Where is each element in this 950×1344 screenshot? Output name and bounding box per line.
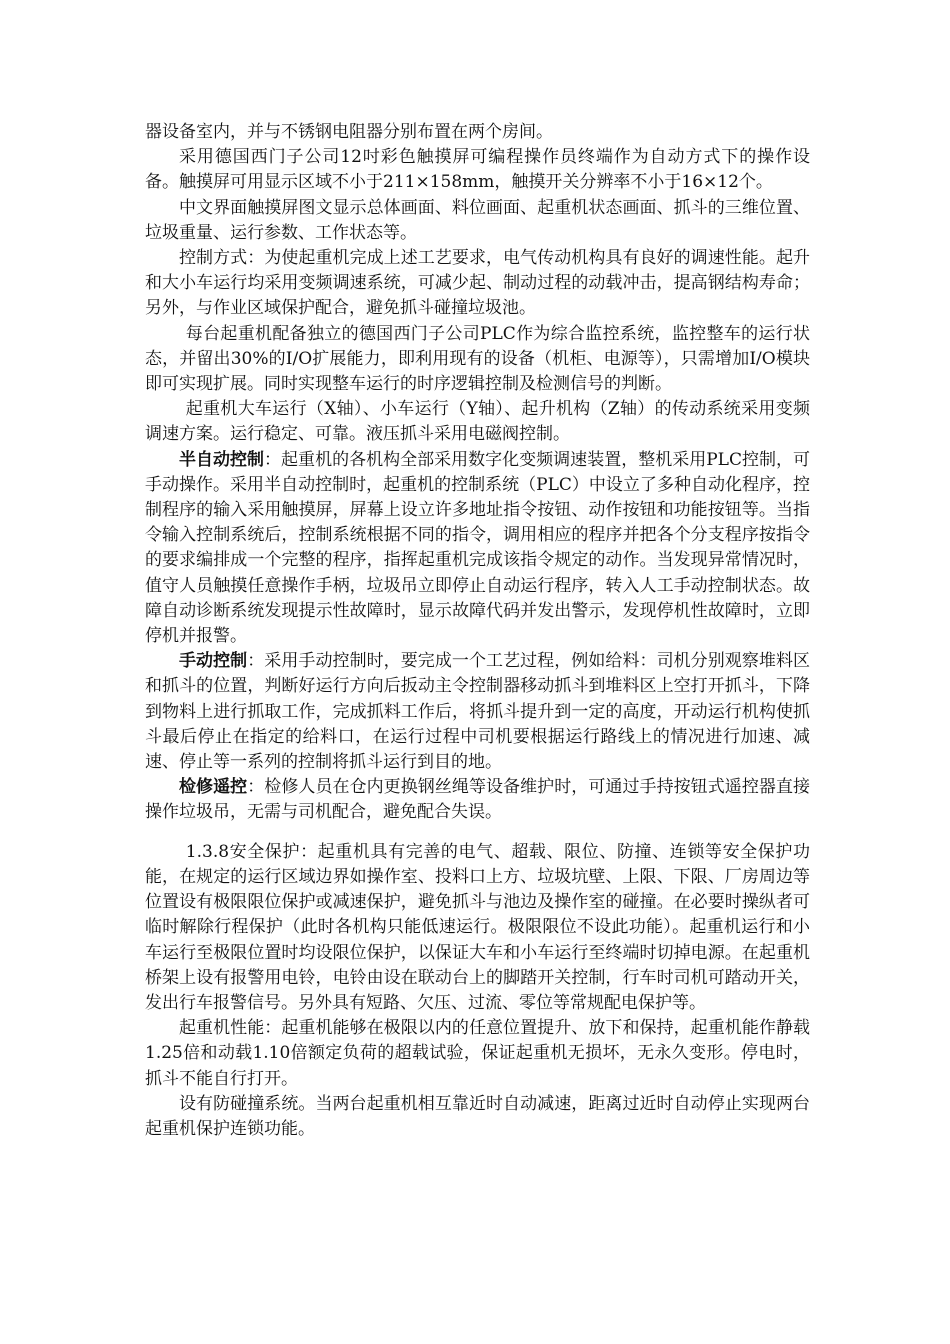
paragraph-control-method: 控制方式：为使起重机完成上述工艺要求，电气传动机构具有良好的调速性能。起升和大小车运行均采用变频调速系统，可减少起、制动过程的动载冲击，提高钢结构寿命；另外，与作业区域保护配合，避免抓斗碰撞垃圾池。	[145, 248, 810, 319]
paragraph-equipment-room: 器设备室内，并与不锈钢电阻器分别布置在两个房间。	[145, 122, 553, 142]
paragraph-touchscreen-terminal: 采用德国西门子公司12吋彩色触摸屏可编程操作员终端作为自动方式下的操作设备。触摸屏可用显示区域不小于211×158mm，触摸开关分辨率不小于16×12个。	[145, 147, 810, 193]
paragraph-maintenance-remote	[145, 775, 810, 825]
document-page	[145, 120, 810, 1142]
paragraph-crane-performance: 起重机性能：起重机能够在极限以内的任意位置提升、放下和保持，起重机能作静载1.25倍和动载1.10倍额定负荷的超载试验，保证起重机无损坏，无永久变形。停电时，抓斗不能自行打开。	[145, 1018, 810, 1089]
paragraph-anti-collision: 设有防碰撞系统。当两台起重机相互靠近时自动减速，距离过近时自动停止实现两台起重机保护连锁功能。	[145, 1093, 810, 1139]
maintenance-remote-heading: 检修遥控	[179, 777, 248, 798]
paragraph-touchscreen-display: 中文界面触摸屏图文显示总体画面、料位画面、起重机状态画面、抓斗的三维位置、垃圾重量、运行参数、工作状态等。	[145, 197, 810, 243]
semi-auto-control-heading: 半自动控制	[179, 449, 265, 470]
manual-control-heading: 手动控制	[179, 651, 248, 672]
manual-control-text: ：采用手动控制时，要完成一个工艺过程，例如给料：司机分别观察堆料区和抓斗的位置，判断好运行方向后扳动主令控制器移动抓斗到堆料区上空打开抓斗，下降到物料上进行抓取工作，完成抓料工作后，将抓斗提升到一定的高度，开动运行机构使抓斗最后停止在指定的给料口，在运行过程中司机要根据运行路线上的情况进行加速、减速、停止等一系列的控制将抓斗运行到目的地。	[145, 651, 811, 773]
maintenance-remote-text: ：检修人员在仓内更换钢丝绳等设备维护时，可通过手持按钮式遥控器直接操作垃圾吊，无需与司机配合，避免配合失误。	[145, 777, 811, 823]
paragraph-safety-protection: 1.3.8安全保护：起重机具有完善的电气、超载、限位、防撞、连锁等安全保护功能，在规定的运行区域边界如操作室、投料口上方、垃圾坑壁、上限、下限、厂房周边等位置设有极限限位保护或减速保护，避免抓斗与池边及操作室的碰撞。在必要时操纵者可临时解除行程保护（此时各机构只能低速运行。极限限位不设此功能）。起重机运行和小车运行至极限位置时均设限位保护，以保证大车和小车运行至终端时切掉电源。在起重机桥架上设有报警用电铃，电铃由设在联动台上的脚踏开关控制，行车时司机可踏动开关，发出行车报警信号。另外具有短路、欠压、过流、零位等常规配电保护等。	[145, 841, 810, 1013]
semi-auto-control-text: ：起重机的各机构全部采用数字化变频调速装置，整机采用PLC控制，可手动操作。采用半自动控制时，起重机的控制系统（PLC）中设立了多种自动化程序，控制程序的输入采用触摸屏，屏幕上设立许多地址指令按钮、动作按钮和功能按钮等。当指令输入控制系统后，控制系统根据不同的指令，调用相应的程序并把各个分支程序按指令的要求编排成一个完整的程序，指挥起重机完成该指令规定的动作。当发现异常情况时，值守人员触摸任意操作手柄，垃圾吊立即停止自动运行程序，转入人工手动控制状态。故障自动诊断系统发现提示性故障时，显示故障代码并发出警示，发现停机性故障时，立即停机并报警。	[145, 449, 811, 647]
paragraph-drive-system: 起重机大车运行（X轴）、小车运行（Y轴）、起升机构（Z轴）的传动系统采用变频调速方案。运行稳定、可靠。液压抓斗采用电磁阀控制。	[145, 399, 810, 445]
paragraph-manual-control	[145, 649, 810, 775]
paragraph-plc-monitoring: 每台起重机配备独立的德国西门子公司PLC作为综合监控系统，监控整车的运行状态，并留出30%的I/O扩展能力，即利用现有的设备（机柜、电源等），只需增加I/O模块即可实现扩展。同时实现整车运行的时序逻辑控制及检测信号的判断。	[145, 323, 810, 395]
paragraph-semi-auto-control	[145, 448, 810, 650]
